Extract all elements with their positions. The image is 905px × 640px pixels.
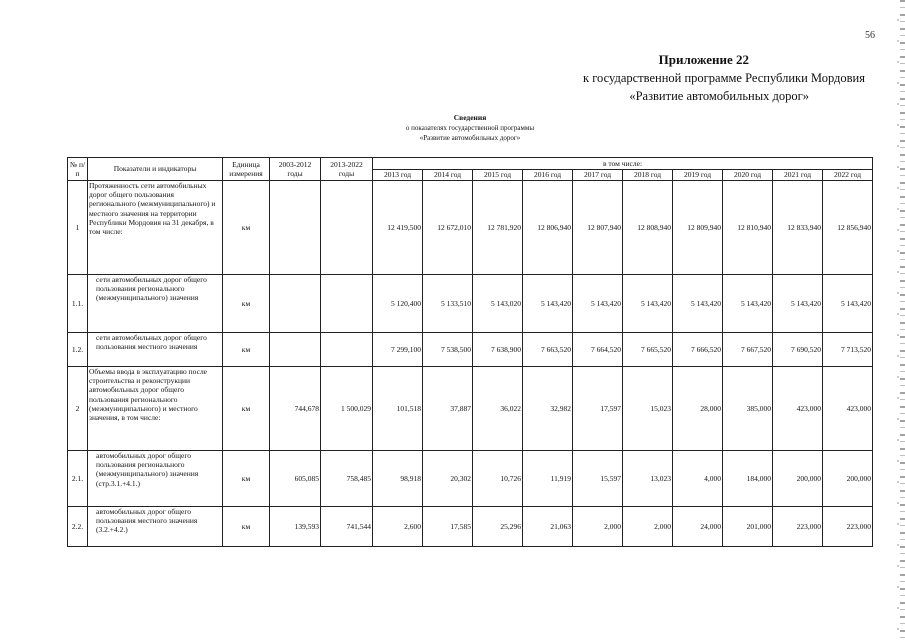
year-value: 17,585 [423,507,473,547]
year-value: 200,000 [773,451,823,507]
header-year: 2019 год [673,170,723,181]
header-year: 2017 год [573,170,623,181]
header-year: 2018 год [623,170,673,181]
year-value: 5 143,020 [473,275,523,333]
year-value: 12 781,920 [473,181,523,275]
indicator-name: Объемы ввода в эксплуатацию после строительства и реконструкции автомобильных дорог общего пользования регионального (межмуниципального) и местного значения, в том числе: [88,367,223,451]
period-2013-2022-value [321,275,373,333]
year-value: 5 143,420 [523,275,573,333]
year-value: 223,000 [823,507,873,547]
indicator-name: автомобильных дорог общего пользования местного значения (3.2.+4.2.) [88,507,223,547]
year-value: 12 809,940 [673,181,723,275]
year-value: 7 690,520 [773,333,823,367]
year-value: 200,000 [823,451,873,507]
year-value: 12 808,940 [623,181,673,275]
header-period-2013-2022: 2013-2022 годы [321,158,373,181]
year-value: 12 810,940 [723,181,773,275]
row-number: 1 [68,181,88,275]
period-2003-2012-value: 139,593 [270,507,321,547]
period-2003-2012-value [270,275,321,333]
year-value: 5 143,420 [823,275,873,333]
row-number: 1.2. [68,333,88,367]
table-row [68,275,873,333]
unit-cell: км [223,367,270,451]
header-year: 2016 год [523,170,573,181]
year-value: 32,982 [523,367,573,451]
year-value: 5 143,420 [673,275,723,333]
year-value: 13,023 [623,451,673,507]
year-value: 12 856,940 [823,181,873,275]
year-value: 12 806,940 [523,181,573,275]
header-unit: Единица измерения [223,158,270,181]
year-value: 2,000 [573,507,623,547]
page-number: 56 [865,30,875,41]
year-value: 4,000 [673,451,723,507]
unit-cell: км [223,181,270,275]
year-value: 12 672,010 [423,181,473,275]
year-value: 12 419,500 [373,181,423,275]
year-value: 2,600 [373,507,423,547]
year-value: 15,023 [623,367,673,451]
year-value: 223,000 [773,507,823,547]
year-value: 7 666,520 [673,333,723,367]
unit-cell: км [223,275,270,333]
year-value: 10,726 [473,451,523,507]
period-2003-2012-value: 605,085 [270,451,321,507]
scan-edge-noise-inner [897,0,899,640]
period-2003-2012-value: 744,678 [270,367,321,451]
year-value: 98,918 [373,451,423,507]
header-including: в том числе: [373,158,873,170]
period-2013-2022-value: 1 500,029 [321,367,373,451]
year-value: 7 538,500 [423,333,473,367]
period-2013-2022-value [321,181,373,275]
indicator-name: сети автомобильных дорог общего пользования местного значения [88,333,223,367]
indicator-name: автомобильных дорог общего пользования регионального (межмуниципального) значения (стр.3.1.+4.1.) [88,451,223,507]
year-value: 5 143,420 [573,275,623,333]
header-year: 2022 год [823,170,873,181]
year-value: 7 713,520 [823,333,873,367]
year-value: 24,000 [673,507,723,547]
table-row [68,507,873,547]
appendix-subtitle-line1: к государственной программе Республики Мордовия [583,71,865,85]
year-value: 20,302 [423,451,473,507]
appendix-title: Приложение 22 [658,52,749,67]
table-row [68,333,873,367]
unit-cell: км [223,333,270,367]
year-value: 2,000 [623,507,673,547]
header-year: 2013 год [373,170,423,181]
year-value: 12 807,940 [573,181,623,275]
info-heading-block [330,113,610,143]
info-line2: «Развитие автомобильных дорог» [419,134,521,142]
header-period-2003-2012: 2003-2012 годы [270,158,321,181]
header-year: 2015 год [473,170,523,181]
year-value: 12 833,940 [773,181,823,275]
indicators-table [67,157,873,547]
period-2003-2012-value [270,333,321,367]
period-2013-2022-value: 741,544 [321,507,373,547]
year-value: 201,000 [723,507,773,547]
year-value: 385,000 [723,367,773,451]
header-year: 2021 год [773,170,823,181]
unit-cell: км [223,451,270,507]
year-value: 37,887 [423,367,473,451]
year-value: 7 664,520 [573,333,623,367]
row-number: 2.2. [68,507,88,547]
table-row [68,181,873,275]
header-name: Показатели и индикаторы [88,158,223,181]
table-row [68,451,873,507]
year-value: 423,000 [823,367,873,451]
row-number: 1.1. [68,275,88,333]
indicator-name: сети автомобильных дорог общего пользования регионального (межмуниципального) значения [88,275,223,333]
indicator-name: Протяженность сети автомобильных дорог общего пользования регионального (межмуниципального) и местного значения на территории Республики Мордовия на 31 декабря, в том числе: [88,181,223,275]
year-value: 7 638,900 [473,333,523,367]
year-value: 15,597 [573,451,623,507]
info-line1: о показателях государственной программы [405,124,535,132]
period-2013-2022-value [321,333,373,367]
year-value: 5 143,420 [773,275,823,333]
year-value: 25,296 [473,507,523,547]
year-value: 7 663,520 [523,333,573,367]
year-value: 5 133,510 [423,275,473,333]
period-2003-2012-value [270,181,321,275]
year-value: 11,919 [523,451,573,507]
info-heading: Сведения [453,113,487,122]
header-year: 2020 год [723,170,773,181]
table-row [68,367,873,451]
row-number: 2.1. [68,451,88,507]
year-value: 101,518 [373,367,423,451]
year-value: 7 299,100 [373,333,423,367]
header-no: № п/п [68,158,88,181]
scan-edge-noise [900,0,905,640]
year-value: 36,022 [473,367,523,451]
unit-cell: км [223,507,270,547]
year-value: 7 665,520 [623,333,673,367]
year-value: 7 667,520 [723,333,773,367]
year-value: 5 143,420 [623,275,673,333]
year-value: 423,000 [773,367,823,451]
header-year: 2014 год [423,170,473,181]
year-value: 5 143,420 [723,275,773,333]
year-value: 184,000 [723,451,773,507]
year-value: 5 120,400 [373,275,423,333]
row-number: 2 [68,367,88,451]
year-value: 17,597 [573,367,623,451]
appendix-subtitle-line2: «Развитие автомобильных дорог» [629,89,809,103]
year-value: 28,000 [673,367,723,451]
period-2013-2022-value: 758,485 [321,451,373,507]
year-value: 21,063 [523,507,573,547]
